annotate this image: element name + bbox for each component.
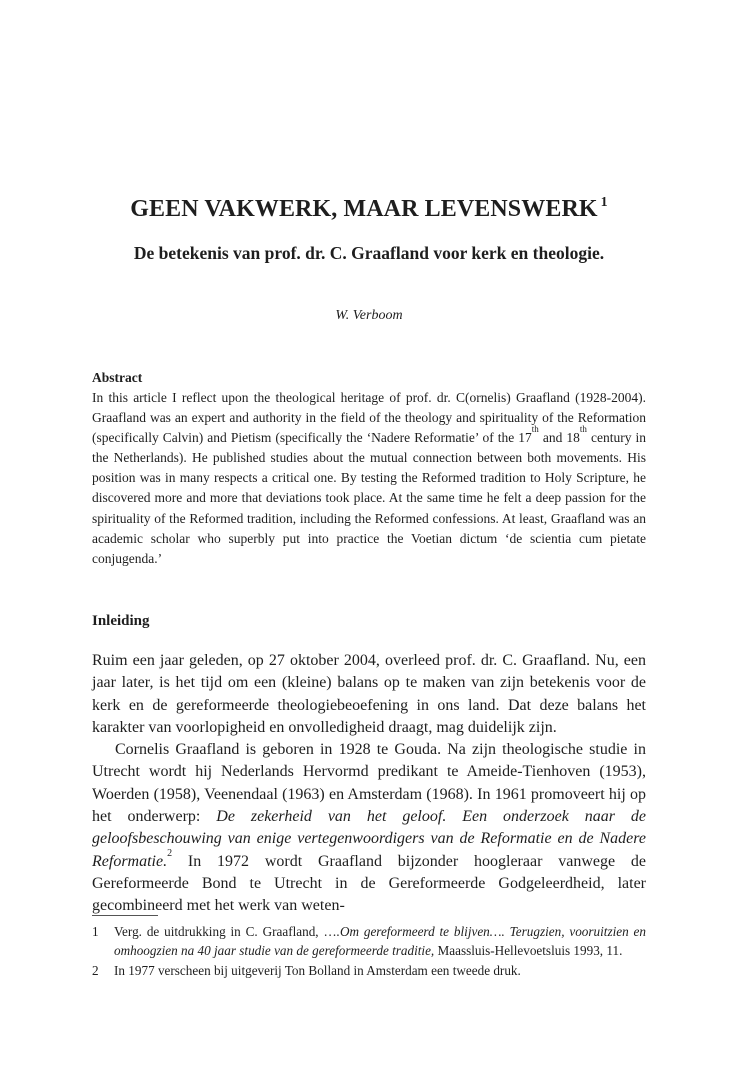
footnote-1-title: .Om gereformeerd te blijven…. Terugzien, vooruitzien en omhoogzien na 40 jaar studie van de gereformeerde traditie, — [114, 924, 646, 959]
footnote-divider — [92, 915, 158, 916]
footnote-2 — [92, 961, 646, 980]
title-text: GEEN VAKWERK, MAAR LEVENSWERK — [130, 196, 598, 222]
paragraph-2-part-1: Cornelis Graafland is geboren in 1928 te Gouda. Na zijn theologische studie in Utrecht wordt hij Nederlands Hervormd predikant te Ameide-Tienhoven (1953), Woerden (1958), Veenendaal (1963) en Amsterdam (1968). In 1961 promoveert hij op het onderwerp: — [92, 741, 646, 826]
abstract-part-2: and 18 — [538, 430, 580, 446]
footnote-text — [114, 922, 646, 961]
article-title — [0, 196, 738, 223]
body-text — [92, 650, 646, 918]
footnote-text: In 1977 verscheen bij uitgeverij Ton Bolland in Amsterdam een tweede druk. — [114, 962, 521, 978]
dissertation-title: De zekerheid van het geloof. Een onderzoek naar de geloofsbeschouwing van enige vertegenwoordigers van de Reformatie en de Nadere Reformatie. — [92, 808, 647, 870]
abstract-part-3: century in the Netherlands). He published studies about the mutual connection between both movements. His position was in many respects a critical one. By testing the Reformed tradition to Holy Scripture, he discovered more and more that deviations took place. At the same time he felt a deep passion for the spirituality of the Reformed tradition, including the Reformed confessions. At least, Graafland was an academic scholar who superbly put into practice the Voetian dictum ‘de scientia cum pietate conjugenda.’ — [92, 430, 646, 566]
author-name: W. Verboom — [335, 308, 403, 323]
footnote-1 — [92, 922, 646, 961]
title-footnote-ref[interactable]: 1 — [600, 195, 608, 210]
abstract-heading: Abstract — [92, 370, 143, 385]
article-subtitle: De betekenis van prof. dr. C. Graafland voor kerk en theologie. — [133, 243, 605, 263]
paragraph-2-part-2: In 1972 wordt Graafland bijzonder hoogleraar vanwege de Gereformeerde Bond te Utrecht in de Gereformeerde Godgeleerdheid, later gecombineerd met het werk van weten- — [92, 852, 646, 915]
paragraph-2 — [92, 739, 646, 917]
abstract-text — [92, 388, 646, 569]
abstract-superscript-2: th — [579, 424, 587, 435]
footnotes — [92, 922, 646, 980]
section-heading: Inleiding — [92, 613, 150, 629]
footnote-1-post: Maassluis-Hellevoetsluis 1993, 11. — [434, 943, 623, 959]
abstract-part-1: In this article I reflect upon the theological heritage of prof. dr. C(ornelis) Graafland (1928-2004). Graafland was an expert and authority in the field of the theology and spirituality of the Reformation (specifically Calvin) and Pietism (specifically the ‘Nadere Reformatie’ of the 17 — [92, 390, 646, 446]
paragraph-1: Ruim een jaar geleden, op 27 oktober 2004, overleed prof. dr. C. Graafland. Nu, een jaar later, is het tijd om een (kleine) balans op te maken van zijn betekenis voor de kerk en de gereformeerde theologiebeoefening in ons land. Dat deze balans het karakter van voorlopigheid en onvolledigheid draagt, mag duidelijk zijn. — [92, 652, 646, 736]
footnote-1-pre: Verg. de uitdrukking in C. Graafland, … — [114, 924, 337, 939]
footnote-number: 1 — [92, 924, 99, 939]
footnote-number: 2 — [92, 962, 99, 978]
footnote-ref-2[interactable]: 2 — [167, 847, 173, 859]
abstract-superscript-1: th — [531, 424, 539, 435]
